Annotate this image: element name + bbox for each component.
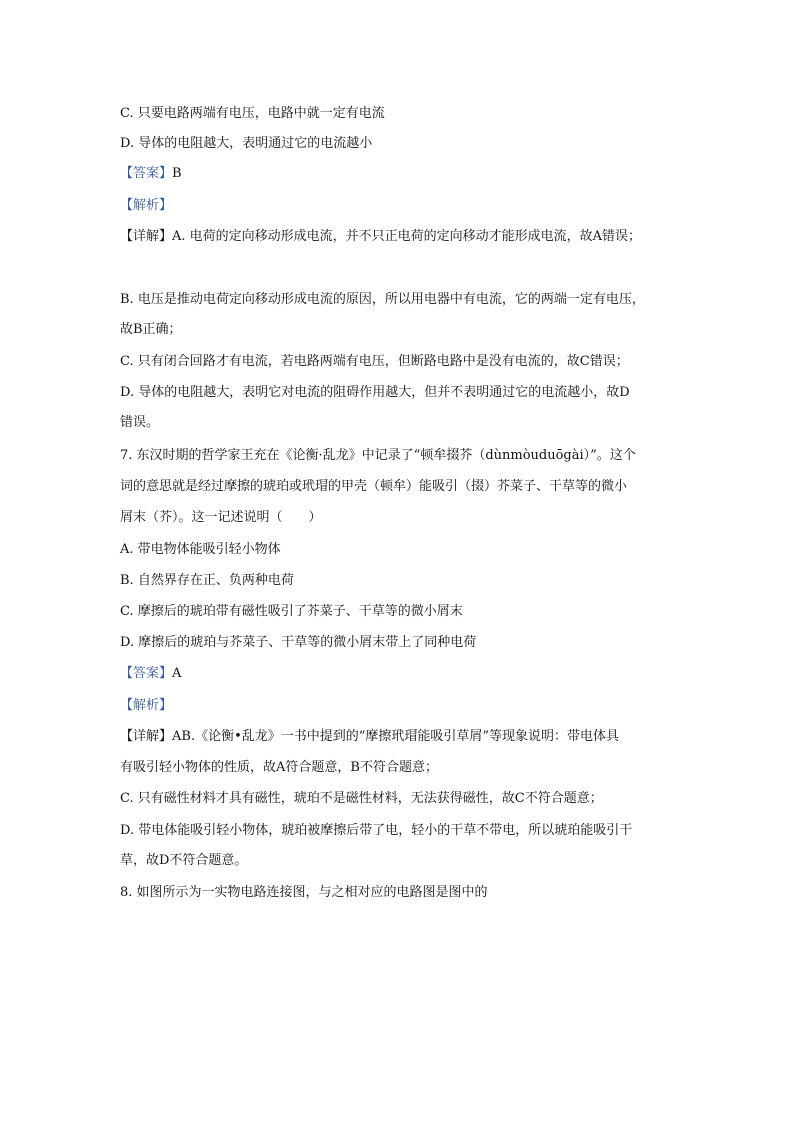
q6-detail-c: C. 只有闭合回路才有电流，若电路两端有电压，但断路电路中是没有电流的，故C错误； — [120, 354, 629, 369]
q7-detail-d-line1: D. 带电体能吸引轻小物体，琥珀被摩擦后带了电，轻小的干草不带电，所以琥珀能吸引干 — [120, 823, 633, 838]
q7-detail-d-line2: 草，故D不符合题意。 — [120, 853, 248, 868]
q7-option-c: C. 摩擦后的琥珀带有磁性吸引了芥菜子、干草等的微小屑末 — [120, 604, 463, 619]
q7-detail-c: C. 只有磁性材料才具有磁性，琥珀不是磁性材料，无法获得磁性，故C不符合题意； — [120, 791, 603, 806]
q7-option-d: D. 摩擦后的琥珀与芥菜子、干草等的微小屑末带上了同种电荷 — [120, 635, 477, 650]
detail-tag: 【详解】 — [120, 729, 173, 744]
q6-detail-a-text: A. 电荷的定向移动形成电流，并不只正电荷的定向移动才能形成电流，故A错误； — [172, 229, 642, 244]
detail-tag: 【详解】 — [120, 229, 173, 244]
q7-stem-line3: 屑末（芥）。这一记述说明（ ） — [120, 510, 322, 525]
q6-option-d: D. 导体的电阻越大，表明通过它的电流越小 — [120, 136, 373, 151]
q7-answer-value: A — [172, 666, 182, 681]
q6-option-c: C. 只要电路两端有电压，电路中就一定有电流 — [120, 106, 385, 121]
answer-tag: 【答案】 — [120, 666, 173, 681]
q7-analysis-tag — [120, 698, 172, 714]
q7-stem-line1: 7. 东汉时期的哲学家王充在《论衡·乱龙》中记录了“顿牟掇芥（dùnmòuduōgài）”。这个 — [120, 448, 636, 463]
q6-analysis-tag — [120, 198, 172, 214]
q6-detail-b-line1: B. 电压是推动电荷定向移动形成电流的原因，所以用电器中有电流，它的两端一定有电压， — [120, 292, 645, 307]
q6-detail-d-line2: 错误。 — [120, 415, 160, 430]
q7-answer-line — [120, 666, 181, 682]
q6-answer-line — [120, 166, 182, 182]
q6-answer-value: B — [172, 166, 182, 181]
q6-detail-a — [120, 229, 641, 245]
q6-detail-d-line1: D. 导体的电阻越大，表明它对电流的阻碍作用越大，但并不表明通过它的电流越小，故D — [120, 385, 630, 400]
q7-stem-line2: 词的意思就是经过摩擦的琥珀或玳瑁的甲壳（顿牟）能吸引（掇）芥菜子、干草等的微小 — [120, 479, 628, 494]
answer-tag: 【答案】 — [120, 166, 173, 181]
analysis-tag: 【解析】 — [120, 698, 173, 713]
q7-detail-ab-text: AB.《论衡•乱龙》一书中提到的“摩擦玳瑁能吸引草屑”等现象说明：带电体具 — [172, 729, 620, 744]
q7-detail-ab-line1 — [120, 729, 619, 745]
analysis-tag: 【解析】 — [120, 198, 173, 213]
q8-stem: 8. 如图所示为一实物电路连接图，与之相对应的电路图是图中的 — [120, 885, 488, 900]
q7-detail-ab-line2: 有吸引轻小物体的性质，故A符合题意，B不符合题意； — [120, 760, 438, 775]
q7-option-b: B. 自然界存在正、负两种电荷 — [120, 573, 294, 588]
q6-detail-b-line2: 故B正确； — [120, 322, 182, 337]
q7-option-a: A. 带电物体能吸引轻小物体 — [120, 542, 281, 557]
